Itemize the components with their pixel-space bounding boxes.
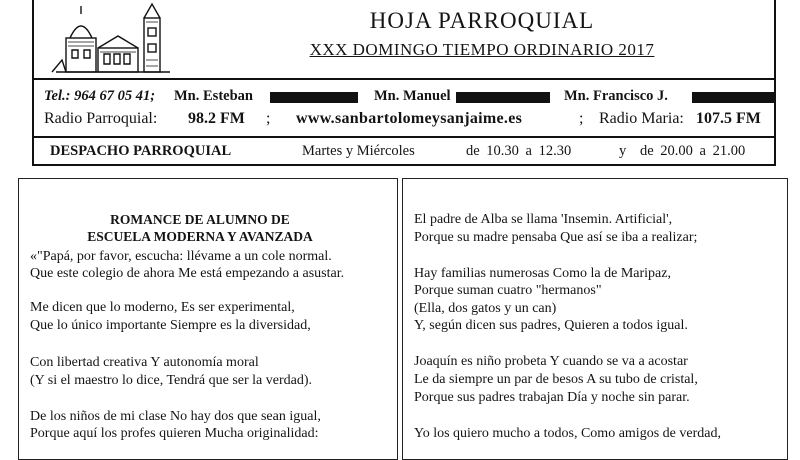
poem-line: Porque su madre pensaba Que así se iba a realizar; — [414, 230, 698, 245]
poem-line: Me dicen que lo moderno, Es ser experimental, — [30, 300, 295, 315]
header-divider-bottom — [34, 136, 774, 138]
phone-number: Tel.: 964 67 05 41; — [44, 88, 156, 104]
radio-row — [44, 110, 774, 134]
priest-name-1: Mn. Esteban — [174, 88, 253, 104]
church-logo — [48, 0, 178, 80]
poem-line: Porque suman cuatro "hermanos" — [414, 283, 602, 298]
document-subtitle: XXX DOMINGO TIEMPO ORDINARIO 2017 — [309, 40, 655, 59]
radio-frequency: 98.2 FM — [188, 110, 245, 127]
priest-name-2: Mn. Manuel — [374, 88, 451, 104]
poem-line: «"Papá, por favor, escucha: llévame a un cole normal. — [30, 249, 332, 264]
poem-line: El padre de Alba se llama 'Insemin. Artificial', — [414, 212, 673, 227]
poem-line: Hay familias numerosas Como la de Maripaz, — [414, 266, 671, 281]
radio-maria-frequency: 107.5 FM — [696, 110, 761, 127]
poem-line: Y, según dicen sus padres, Quieren a todos igual. — [414, 318, 688, 333]
contact-row — [44, 88, 774, 108]
poem-line: Joaquín es niño probeta Y cuando se va a acostar — [414, 354, 688, 369]
office-label: DESPACHO PARROQUIAL — [50, 143, 232, 159]
poem-line: Le da siempre un par de besos A su tubo de cristal, — [414, 372, 698, 387]
redaction-bar — [270, 92, 358, 103]
document-title: HOJA PARROQUIAL — [369, 8, 595, 33]
poem-title-line-1: ROMANCE DE ALUMNO DE — [110, 212, 290, 227]
radio-label: Radio Parroquial: — [44, 110, 158, 127]
office-hours-conjunction: y — [619, 143, 627, 159]
redaction-bar — [692, 92, 774, 103]
poem-line: (Ella, dos gatos y un can) — [414, 301, 557, 316]
poem-line: Porque sus padres trabajan Día y noche sin parar. — [414, 390, 690, 405]
header-divider-top — [34, 78, 774, 80]
redaction-bar — [456, 92, 550, 103]
poem-line: De los niños de mi clase No hay dos que sean igual, — [30, 409, 321, 424]
poem-line: Que lo único importante Siempre es la diversidad, — [30, 318, 311, 333]
poem-title-line-2: ESCUELA MODERNA Y AVANZADA — [87, 229, 313, 244]
office-hours-evening: de 20.00 a 21.00 — [640, 143, 746, 159]
separator: ; — [579, 110, 584, 127]
priest-name-3: Mn. Francisco J. — [564, 88, 668, 104]
poem-line: Que este colegio de ahora Me está empezando a asustar. — [30, 266, 345, 281]
website-link[interactable]: www.sanbartolomeysanjaime.es — [296, 110, 523, 127]
poem-line: (Y si el maestro lo dice, Tendrá que ser la verdad). — [30, 373, 313, 388]
office-hours-morning: de 10.30 a 12.30 — [466, 143, 572, 159]
poem-line: Con libertad creativa Y autonomía moral — [30, 355, 259, 370]
poem-line: Porque aquí los profes quieren Mucha originalidad: — [30, 426, 319, 441]
separator: ; — [266, 110, 271, 127]
office-days: Martes y Miércoles — [302, 143, 415, 159]
radio-maria-label: Radio Maria: — [599, 110, 684, 127]
poem-line: Yo los quiero mucho a todos, Como amigos de verdad, — [414, 426, 721, 441]
